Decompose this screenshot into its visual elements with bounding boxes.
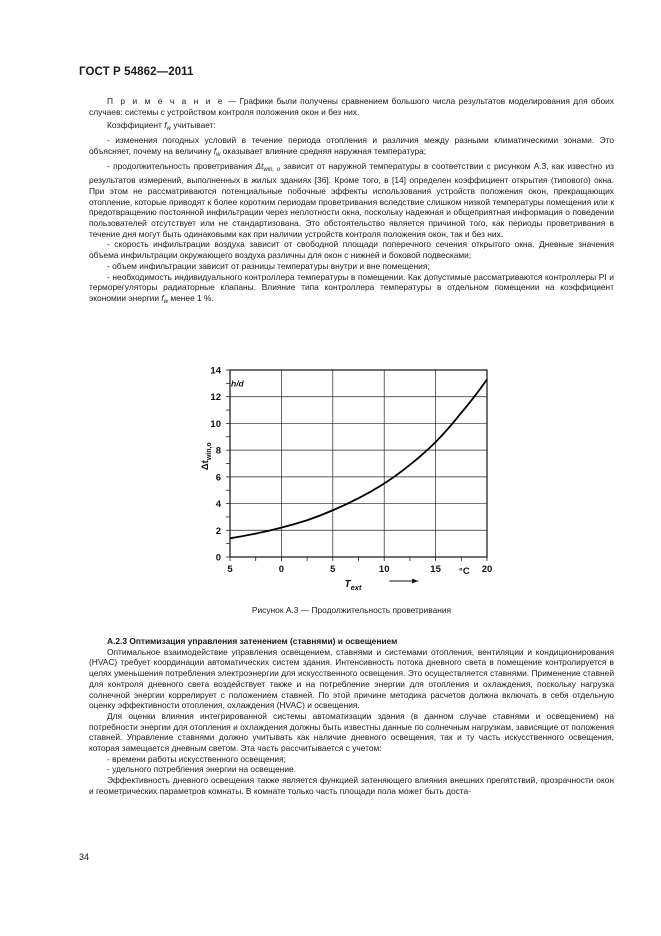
- coef-sub: w: [166, 126, 171, 133]
- section-heading: А.2.3 Оптимизация управления затенением (ставнями) и освещением: [107, 636, 398, 646]
- x-tick-label: 10: [378, 564, 390, 575]
- page-number: 34: [79, 852, 90, 862]
- bullet-infiltration-speed: - скорость инфильтрации воздуха зависит от свободной площади поперечного сечения открытого окна. Дневные значения объема инфильтрации окружающего воздуха различны для окон с нижней и боковой подвесками;: [89, 239, 614, 261]
- coef-prefix: Коэффициент: [107, 120, 165, 131]
- x-tick-label: 5: [330, 564, 336, 575]
- note-label: П р и м е ч а н и е: [107, 96, 225, 106]
- text-block-lower: [89, 636, 614, 797]
- bullet-ventilation-sub: win, o: [263, 166, 281, 173]
- bullet-controller-sub: w: [163, 298, 169, 305]
- coef-paragraph: [89, 120, 614, 135]
- coef-symbol: f: [164, 120, 167, 131]
- section-bullet-1: - времени работы искусственного освещения;: [107, 753, 286, 764]
- bullet-controller: [89, 272, 614, 308]
- plot-frame: [230, 370, 487, 557]
- y-tick-label: 0: [215, 552, 221, 564]
- x-tick-label: 5: [227, 564, 233, 575]
- section-paragraph-1: Оптимальное взаимодействие управления освещением, ставнями и системами отопления, вентиляции и кондиционирования (HVAC) требует координации автоматических систем здания. Интенсивность потока дневного света в помещение контролируется в целях уменьшения потребления электроэнергии для искусственного освещения. Это осуществляется ставнями. Применение ставней для контроля дневного света воздействует также и на потребление энергии для отопления и охлаждения, поскольку нагрузка солнечной энергии коррелирует с положением ставней. По этой причине методика расчетов должна включать в себя отдельную оценку эффективности отопления, охлаждения (HVAC) и освещения.: [89, 646, 614, 711]
- bullet-weather-sub: w: [216, 151, 221, 158]
- coef-suffix: учитывает:: [170, 120, 216, 131]
- text-block-upper: [89, 96, 614, 308]
- y-tick-label: 14: [210, 365, 221, 377]
- y-tick-label: 6: [215, 472, 221, 484]
- document-header: ГОСТ Р 54862—2011: [79, 66, 194, 78]
- bullet-infiltration-volume: - объем инфильтрации зависит от разницы температуры внутри и вне помещения;: [107, 260, 430, 271]
- y-axis-label: [200, 442, 213, 470]
- figure-caption: Рисунок А.3 — Продолжительность проветривания: [251, 605, 452, 615]
- bullet-ventilation: [89, 161, 614, 240]
- bullet-controller-sym: f: [161, 292, 164, 303]
- bullet-ventilation-b: зависит от наружной температуры в соответствии с рисунком А.3, как известно из результатов измерений, выполненных в жилых зданиях [36]. Кроме того, в [14] определен коэффициент открытия (типового) окна. При этом не рассматриваются потенциальные побочные эффекты использования устройств положения окон, прекращающих отопление, которые приводят к более коротким периодам проветривания вследствие слишком низкой температуры помещения или к предотвращению постоянной инфильтрации через неплотности окна, поскольку надежная и общеприятная информация о поведении пользователей отсутствует или не стандартизована. Это обстоятельство является причиной того, как периоды проветривания в течение дня могут быть одинаковыми как при наличии устройств контроля положения окон, так и без них.: [89, 160, 614, 239]
- x-axis-arrow-head: [412, 579, 418, 584]
- section-paragraph-3: Эффективность дневного освещения также является функцией затеняющего влияния внешних препятствий, прозрачности окон и геометрических параметров комнаты. В комнате только часть площади пола может быть доста-: [89, 775, 614, 796]
- x-axis-label-sub: ext: [350, 583, 362, 592]
- bullet-weather-sym: f: [213, 145, 217, 156]
- x-unit-label: °C: [459, 566, 470, 577]
- y-tick-label: 8: [215, 445, 221, 457]
- note-paragraph: [89, 96, 614, 117]
- section-bullet-2: - удельного потребления энергии на освещение.: [107, 764, 297, 775]
- y-tick-label: 10: [210, 418, 221, 430]
- y-unit-label: h/d: [231, 378, 244, 389]
- x-tick-label: 15: [430, 564, 441, 575]
- x-tick-label: 0: [278, 564, 285, 575]
- bullet-controller-a: - необходимость индивидуального контроллера температуры в помещении. Как допустимые рассматриваются контроллеры PI и терморегуляторы радиаторные клапаны. Влияние типа контроллера температуры в отдельном помещении на коэффициент экономии энергии: [89, 271, 614, 303]
- x-axis-label: [345, 579, 362, 592]
- y-axis-label-sub: win,o: [206, 442, 213, 461]
- note-text: — Графики были получены сравнением большого числа результатов моделирования для обоих случаев: системы с устройством контроля положения окон и без них.: [89, 96, 614, 117]
- y-axis-label-main: Δt: [200, 460, 211, 471]
- x-tick-label: 20: [481, 564, 493, 575]
- series-line: [230, 379, 487, 538]
- y-tick-label: 2: [215, 525, 221, 537]
- section-paragraph-2: Для оценки влияния интегрированной системы автоматизации здания (в данном случае ставнями и освещением) на потребности энергии для отопления и охлаждения должны быть известны данные по солнечным нагрузкам, зависящие от положения ставней. Управление ставнями должно учитывать как наличие дневного освещения, так и ту часть искусственного освещения, которая замещается дневным светом. Эта часть рассчитывается с учетом:: [89, 710, 614, 754]
- bullet-controller-b: менее 1 %.: [168, 292, 214, 303]
- bullet-ventilation-a: - продолжительность проветривания: [107, 160, 256, 171]
- y-tick-label: 12: [210, 392, 221, 404]
- bullet-weather-b: оказывает влияние средняя наружная температура;: [220, 145, 427, 156]
- bullet-weather: [89, 135, 614, 160]
- bullet-weather-a: - изменения погодных условий в течение периода отопления и различия между разными климатическими зонами. Это объясняет, почему на величину: [89, 135, 614, 156]
- bullet-ventilation-sym: Δt: [255, 160, 264, 171]
- x-axis-label-main: T: [344, 579, 351, 590]
- y-tick-label: 4: [215, 499, 221, 511]
- ventilation-duration-chart: [190, 362, 510, 592]
